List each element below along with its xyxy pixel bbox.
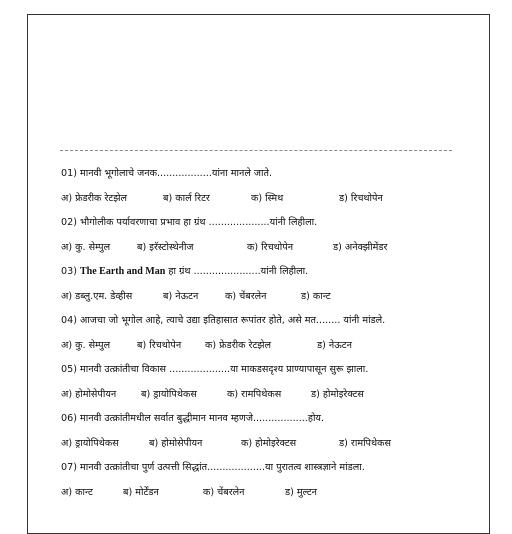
option-a: अ) होमोसेपीयन [61,388,117,400]
option-a: अ) कु. सेम्पुल [61,241,111,253]
option-a: अ) कान्ट [61,486,93,498]
option-c: क) चेंबरलेन [203,486,245,498]
option-b: ब) नेऊटन [163,290,199,302]
option-b: ब) रिचथोपेन [137,339,182,351]
option-d: ड) अनेक्झीमेंडर [333,241,388,253]
option-c: क) रामपिथेकस [227,388,282,400]
option-d: ड) रिचथोपेन [339,192,383,204]
option-d: ड) रामपिथेकस [339,437,391,449]
options-5 [61,383,461,408]
options-2 [61,236,461,261]
question-3 [61,260,461,285]
option-b: ब) कार्ल रिटर [163,192,210,204]
option-a: अ) ड्रायोपिथेकस [61,437,119,449]
dashed-divider [60,150,452,151]
book-title: The Earth and Man [80,266,166,277]
question-1: 01) मानवी भूगोलाचे जनक..................यांना मानले जाते. [61,168,273,179]
question-list [61,162,461,505]
option-b: ब) मोर्टेंडन [123,486,159,498]
option-c: क) फ्रेडरीक रेटझेल [205,339,272,351]
options-6 [61,432,461,457]
option-d: ड) कान्ट [301,290,331,302]
option-d: ड) मुल्टन [285,486,318,498]
options-4 [61,334,461,359]
option-d: ड) नेऊटन [317,339,352,351]
option-c: क) रिचथोपेन [247,241,294,253]
option-a: अ) कु. सेम्पुल [61,339,111,351]
question-6: 06) मानवी उत्क्रांतीमधील सर्वात बुद्धीमान मानव म्हणजे..................होय. [61,413,325,424]
option-c: क) स्मिथ [251,192,284,204]
option-c: क) चेंबरलेन [225,290,267,302]
option-d: ड) होमोइरेक्टस [311,388,364,400]
option-a: अ) डब्लु.एम. डेव्हीस [61,290,133,302]
option-b: ब) होमोसेपीयन [149,437,203,449]
option-a: अ) फ्रेडरीक रेटझेल [61,192,127,204]
option-c: क) होमोइरेक्टस [241,437,297,449]
question-3-rest: हा ग्रंथ ......................यांनी लिहीला. [165,266,309,277]
question-4: 04) आजचा जो भूगोल आहे, त्याचे उद्या इतिहासात रूपांतर होते, असे मत........ यांनी मांडले. [61,315,386,326]
option-b: ब) इरॅस्टोस्थेनीज [137,241,194,253]
question-7: 07) मानवी उत्क्रांतीचा पुर्ण उत्पत्ती सिद्धांत...................या पुरातत्व शास्त्रज्ञाने मांडला. [61,462,365,473]
question-3-number: 03) [61,266,81,277]
options-3 [61,285,461,310]
options-7 [61,481,461,506]
options-1 [61,187,461,212]
question-5: 05) मानवी उत्क्रांतीचा विकास ....................या माकडसदृश्य प्राण्यापासून सुरू झाला. [61,364,369,375]
question-2: 02) भौगोलीक पर्यावरणाचा प्रभाव हा ग्रंथ ....................यांनी लिहीला. [61,217,318,228]
option-b: ब) ड्रायोपिथेकस [141,388,197,400]
